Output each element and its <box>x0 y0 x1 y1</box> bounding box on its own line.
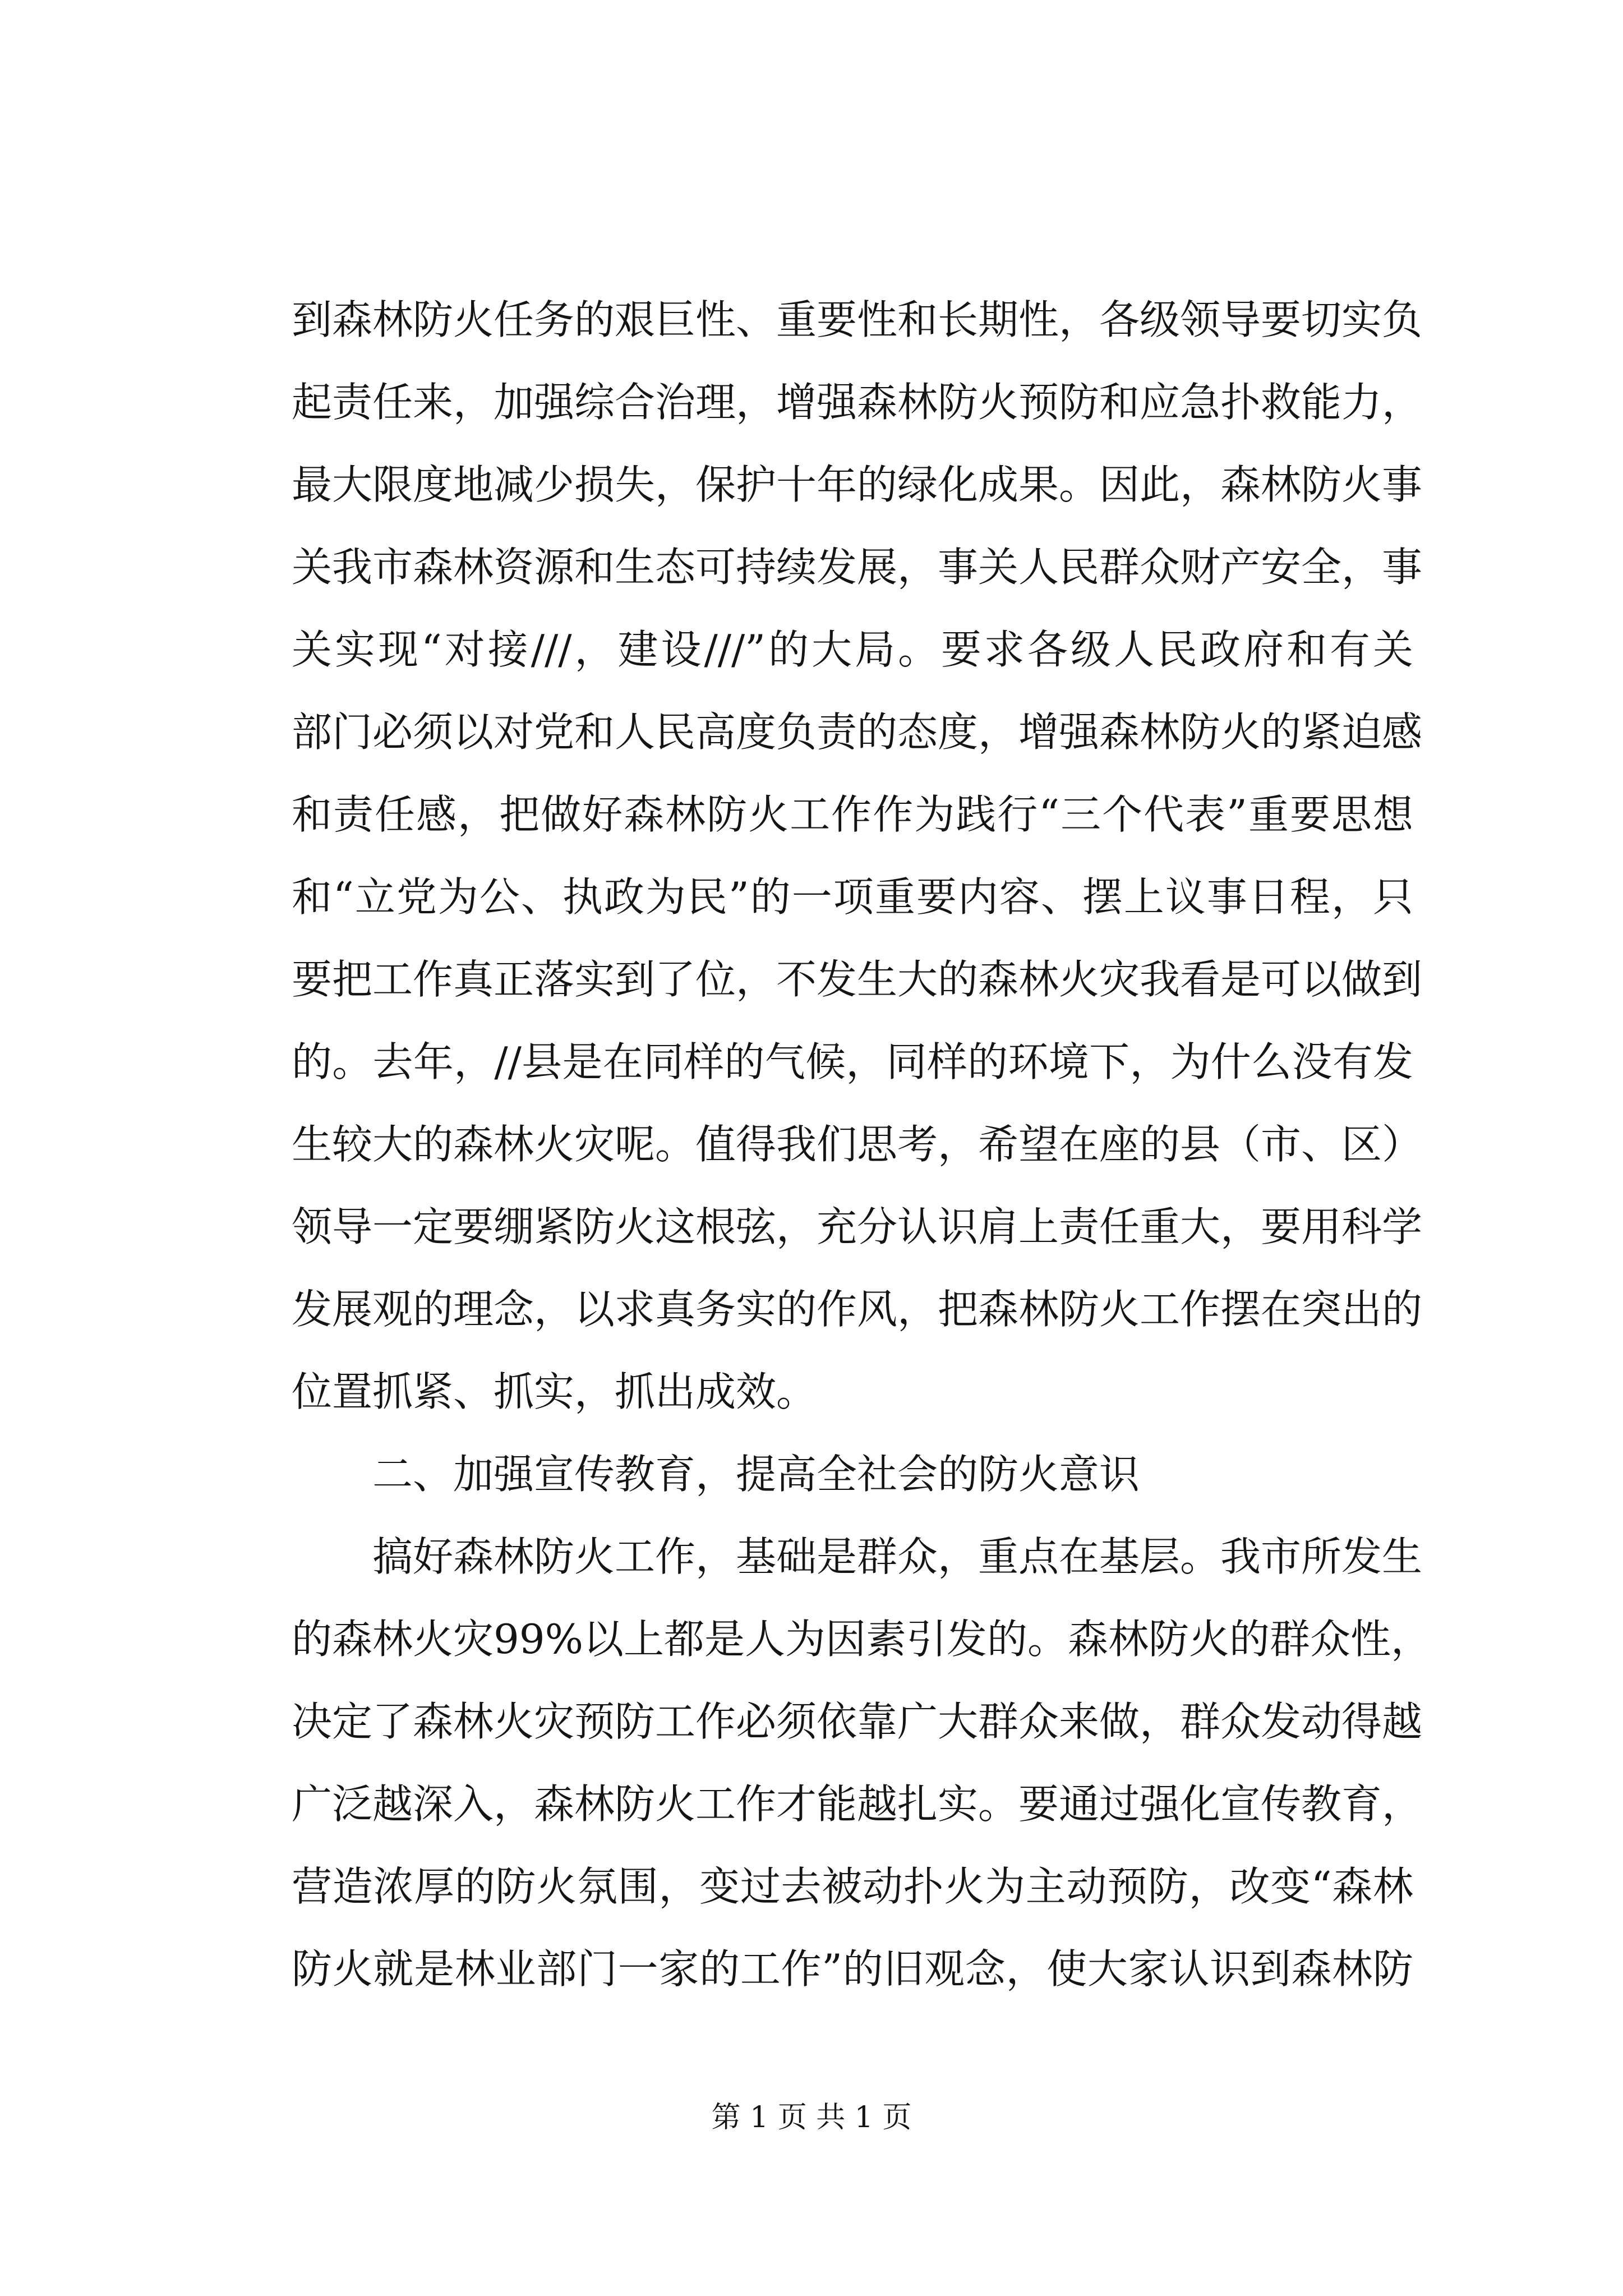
text-line: 发展观的理念，以求真务实的作风，把森林防火工作摆在突出的 <box>292 1286 1423 1333</box>
text-line: 关实现“对接///，建设///”的大局。要求各级人民政府和有关 <box>292 626 1413 673</box>
text-line: 到森林防火任务的艰巨性、重要性和长期性，各级领导要切实负 <box>292 296 1423 343</box>
text-line: 营造浓厚的防火氛围，变过去被动扑火为主动预防，改变“森林 <box>292 1863 1413 1910</box>
text-line: 广泛越深入，森林防火工作才能越扎实。要通过强化宣传教育， <box>292 1780 1423 1828</box>
text-line: 位置抓紧、抓实，抓出成效。 <box>292 1368 817 1415</box>
text-line: 和“立党为公、执政为民”的一项重要内容、摆上议事日程，只 <box>292 873 1413 921</box>
text-line: 关我市森林资源和生态可持续发展，事关人民群众财产安全，事 <box>292 544 1423 591</box>
text-line: 防火就是林业部门一家的工作”的旧观念，使大家认识到森林防 <box>292 1945 1413 1993</box>
text-line: 的森林火灾99%以上都是人为因素引发的。森林防火的群众性， <box>292 1616 1432 1663</box>
text-line: 和责任感，把做好森林防火工作作为践行“三个代表”重要思想 <box>292 791 1413 838</box>
text-line: 起责任来，加强综合治理，增强森林防火预防和应急扑救能力， <box>292 379 1423 426</box>
text-line: 领导一定要绷紧防火这根弦，充分认识肩上责任重大，要用科学 <box>292 1203 1423 1250</box>
text-line: 生较大的森林火灾呢。值得我们思考，希望在座的县（市、区） <box>292 1121 1423 1168</box>
text-line: 搞好森林防火工作，基础是群众，重点在基层。我市所发生 <box>372 1533 1423 1580</box>
text-line: 决定了森林火灾预防工作必须依靠广大群众来做，群众发动得越 <box>292 1698 1423 1745</box>
section-heading: 二、加强宣传教育，提高全社会的防火意识 <box>372 1451 1140 1498</box>
page-footer: 第 1 页 共 1 页 <box>711 2101 912 2134</box>
text-line: 的。去年，//县是在同样的气候，同样的环境下，为什么没有发 <box>292 1038 1413 1085</box>
text-line: 最大限度地减少损失，保护十年的绿化成果。因此，森林防火事 <box>292 461 1423 508</box>
text-line: 部门必须以对党和人民高度负责的态度，增强森林防火的紧迫感 <box>292 708 1423 756</box>
text-line: 要把工作真正落实到了位，不发生大的森林火灾我看是可以做到 <box>292 956 1423 1003</box>
